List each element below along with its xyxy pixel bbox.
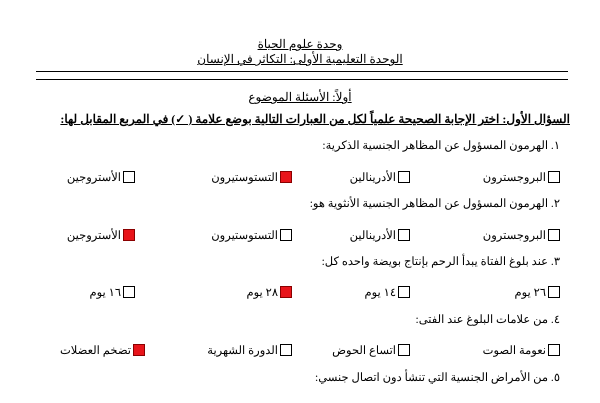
option-4-2[interactable] <box>332 343 410 357</box>
options-row-3 <box>0 285 600 305</box>
checkbox[interactable] <box>548 229 560 241</box>
option-label: ١٤ يوم <box>364 287 396 299</box>
option-4-3[interactable] <box>207 343 292 357</box>
options-row-2 <box>0 228 600 248</box>
options-row-1 <box>0 170 600 190</box>
option-label: اتساع الحوض <box>332 345 396 357</box>
option-4-1[interactable] <box>483 343 560 357</box>
question-item-3: ٣. عند بلوغ الفتاة يبدأ الرحم بإنتاج بويضة واحده كل: <box>321 256 560 268</box>
checkbox[interactable] <box>398 171 410 183</box>
checkbox[interactable] <box>123 171 135 183</box>
question-item-4: ٤. من علامات البلوغ عند الفتى: <box>415 314 560 326</box>
option-label: البروجسترون <box>482 172 546 184</box>
checkbox[interactable] <box>548 344 560 356</box>
option-label: ١٦ يوم <box>89 287 121 299</box>
section-title: أولاً: الأسئلة الموضوع <box>248 90 352 104</box>
options-row-4 <box>0 343 600 363</box>
option-1-3[interactable] <box>211 170 292 184</box>
checkbox[interactable] <box>280 229 292 241</box>
option-1-1[interactable] <box>483 170 560 184</box>
option-label: الأدرينالين <box>349 230 396 242</box>
question-item-5: ٥. من الأمراض الجنسية التي تنشأ دون اتصال جنسي: <box>315 372 560 384</box>
option-label: نعومة الصوت <box>482 345 546 357</box>
option-1-2[interactable] <box>350 170 410 184</box>
checkbox[interactable] <box>280 344 292 356</box>
option-label: تضخم العضلات <box>59 345 131 357</box>
option-label: الدورة الشهرية <box>207 345 278 357</box>
option-label: البروجسترون <box>482 230 546 242</box>
lesson-title: الوحدة التعليمية الأولى: التكاثر في الإنسان <box>197 52 403 66</box>
checkbox-checked[interactable] <box>123 229 135 241</box>
option-label: الأدرينالين <box>349 172 396 184</box>
checkbox-checked[interactable] <box>280 171 292 183</box>
double-separator <box>36 71 568 80</box>
option-3-1[interactable] <box>515 285 561 299</box>
option-2-2[interactable] <box>350 228 410 242</box>
option-label: ٢٨ يوم <box>246 287 278 299</box>
option-1-4[interactable] <box>67 170 135 184</box>
question-heading: السؤال الأول: اختر الإجابة الصحيحة علمياً لكل من العبارات التالية بوضع علامة ( ✓) في المربع المقابل لها: <box>60 112 570 126</box>
question-item-1: ١. الهرمون المسؤول عن المظاهر الجنسية الذكرية: <box>322 140 560 152</box>
checkbox-checked[interactable] <box>133 344 145 356</box>
option-label: ٢٦ يوم <box>514 287 546 299</box>
option-2-3[interactable] <box>211 228 292 242</box>
unit-title: وحدة علوم الحياة <box>257 37 343 51</box>
option-label: الأستروجين <box>66 230 121 242</box>
checkbox[interactable] <box>123 286 135 298</box>
question-item-2: ٢. الهرمون المسؤول عن المظاهر الجنسية الأنثوية هو: <box>309 198 560 210</box>
checkbox[interactable] <box>398 286 410 298</box>
option-2-1[interactable] <box>483 228 560 242</box>
checkbox[interactable] <box>398 229 410 241</box>
checkbox-checked[interactable] <box>280 286 292 298</box>
option-4-4[interactable] <box>60 343 145 357</box>
option-3-4[interactable] <box>90 285 136 299</box>
option-label: التستوستيرون <box>211 172 278 184</box>
option-label: الأستروجين <box>66 172 121 184</box>
option-3-2[interactable] <box>365 285 411 299</box>
checkbox[interactable] <box>398 344 410 356</box>
checkbox[interactable] <box>548 171 560 183</box>
option-3-3[interactable] <box>247 285 293 299</box>
option-label: التستوستيرون <box>211 230 278 242</box>
option-2-4[interactable] <box>67 228 135 242</box>
checkbox[interactable] <box>548 286 560 298</box>
